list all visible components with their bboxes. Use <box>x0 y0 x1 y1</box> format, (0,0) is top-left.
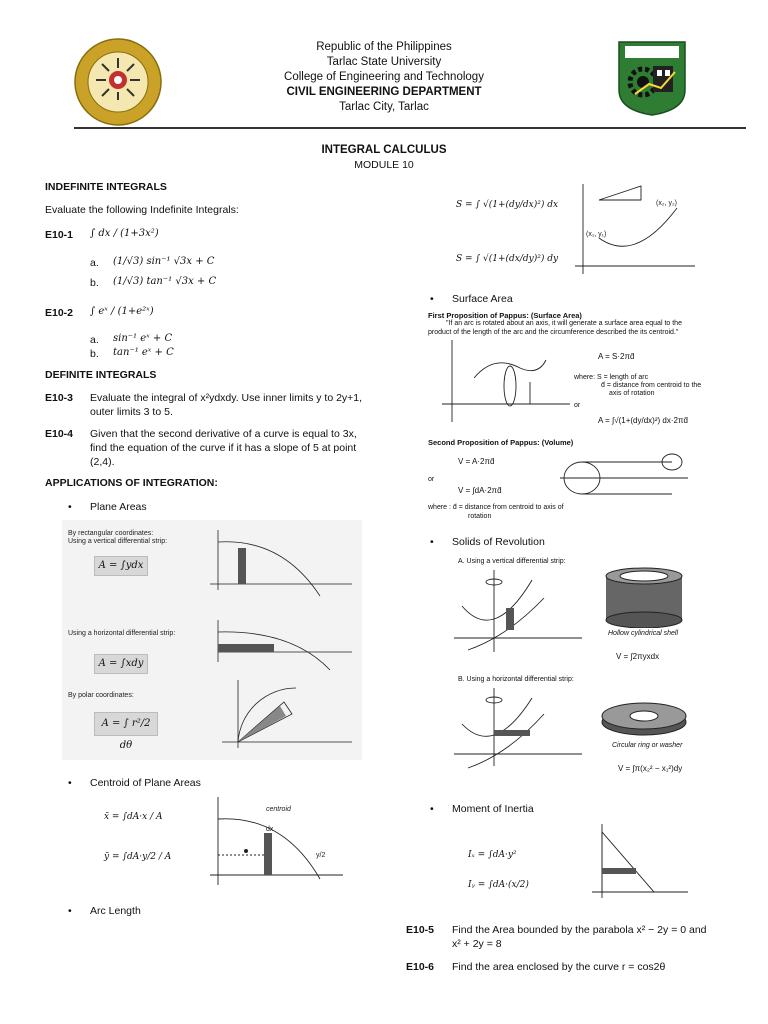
e10-6-text: Find the area enclosed by the curve r = cos2θ <box>452 961 666 973</box>
university-seal <box>74 38 162 126</box>
moment-formula-iy: Iᵧ = ∫dA·(x/2) <box>468 880 529 890</box>
plane-polar-caption: By polar coordinates: <box>68 692 134 699</box>
pappus-2-formula-2: V = ∫dA·2πd̄ <box>458 486 502 495</box>
bullet-arc-length: • Arc Length <box>90 904 141 918</box>
pappus-1-quote-2: product of the length of the arc and the circumference described the its centroid." <box>428 329 679 336</box>
indefinite-intro: Evaluate the following Indefinite Integrals: <box>45 204 239 216</box>
header-department: CIVIL ENGINEERING DEPARTMENT <box>286 86 482 98</box>
solids-caption-a: A. Using a vertical differential strip: <box>458 558 566 565</box>
pappus-1-where-1: where: S = length of arc <box>574 374 649 381</box>
e10-5-label: E10-5 <box>406 924 435 936</box>
plane-polar-formula: A = ∫ r²/2 dθ <box>94 712 158 736</box>
header-line-3: College of Engineering and Technology <box>284 71 484 83</box>
module-number: MODULE 10 <box>354 159 414 171</box>
plane-rect-formula: A = ∫ydx <box>94 556 148 576</box>
e10-3-label: E10-3 <box>45 392 74 404</box>
pappus-2-title: Second Proposition of Pappus: (Volume) <box>428 438 574 447</box>
centroid-y2-label: y/2 <box>316 852 326 859</box>
solids-formula-b: V = ∫π(x₂² − x₁²)dy <box>618 764 683 773</box>
arc-length-formula-2: S = ∫ √(1+(dx/dy)²) dy <box>456 254 559 264</box>
pappus-1-where-3: axis of rotation <box>609 390 655 397</box>
definite-heading: DEFINITE INTEGRALS <box>45 369 157 381</box>
e10-2-label: E10-2 <box>45 307 74 319</box>
e10-2-b-label: b. <box>90 348 99 360</box>
pappus-1-where-2: d̄ = distance from centroid to the <box>601 382 702 389</box>
bullet-surface-area: • Surface Area <box>452 292 513 306</box>
e10-4-text-1: Given that the second derivative of a curve is equal to 3x, <box>90 428 357 440</box>
e10-1-expression: ∫ dx / (1+3x²) <box>90 228 159 239</box>
plane-rect-caption-1: By rectangular coordinates: <box>68 530 154 537</box>
washer-figure <box>598 698 690 738</box>
pappus-1-formula: A = S·2πd̄ <box>598 352 635 361</box>
plane-rect-caption-2: Using a vertical differential strip: <box>68 538 168 545</box>
e10-2-a-label: a. <box>90 334 99 346</box>
header-location: Tarlac City, Tarlac <box>339 101 429 113</box>
hollow-shell-caption: Hollow cylindrical shell <box>608 630 679 637</box>
college-logo <box>617 40 687 116</box>
arc-point-2: (x₂, y₂) <box>656 200 677 207</box>
pappus-1-quote-1: "If an arc is rotated about an axis, it will generate a surface area equal to the <box>446 320 682 327</box>
centroid-ybar-formula: ȳ = ∫dA·y/2 / A <box>104 852 172 862</box>
hollow-shell-figure <box>598 566 690 628</box>
e10-6-label: E10-6 <box>406 961 435 973</box>
e10-2-a: sin⁻¹ eˣ + C <box>113 333 173 344</box>
header-rule <box>74 127 746 129</box>
pappus-1-or: or <box>574 402 581 409</box>
pappus-2-figure <box>560 448 690 508</box>
pappus-2-where-1: where : d̄ = distance from centroid to axis of <box>428 504 564 511</box>
centroid-dx-label: dx <box>266 826 274 833</box>
e10-4-label: E10-4 <box>45 428 74 440</box>
arc-length-figure <box>565 180 700 280</box>
e10-1-a: (1/√3) sin⁻¹ √3x + C <box>113 256 215 267</box>
pappus-1-figure <box>428 338 573 428</box>
pappus-2-formula: V = A·2πd̄ <box>458 457 495 466</box>
page-title: INTEGRAL CALCULUS <box>321 144 447 156</box>
header-line-1: Republic of the Philippines <box>316 41 452 53</box>
e10-2-expression: ∫ eˣ / (1+e²ˣ) <box>90 306 154 317</box>
e10-3-text-1: Evaluate the integral of x²ydxdy. Use inner limits y to 2y+1, <box>90 392 363 404</box>
e10-1-a-label: a. <box>90 257 99 269</box>
centroid-label: centroid <box>266 806 291 813</box>
solids-formula-a: V = ∫2πyxdx <box>616 652 660 661</box>
indefinite-heading: INDEFINITE INTEGRALS <box>45 181 167 193</box>
bullet-solids: • Solids of Revolution <box>452 535 545 549</box>
bullet-plane-areas: • Plane Areas <box>90 500 147 514</box>
applications-heading: APPLICATIONS OF INTEGRATION: <box>45 477 218 489</box>
bullet-moment-inertia: • Moment of Inertia <box>452 802 534 816</box>
plane-horiz-formula: A = ∫xdy <box>94 654 148 674</box>
e10-1-b-label: b. <box>90 277 99 289</box>
washer-caption: Circular ring or washer <box>612 742 683 749</box>
e10-1-label: E10-1 <box>45 229 74 241</box>
centroid-figure <box>98 795 348 895</box>
plane-horiz-caption: Using a horizontal differential strip: <box>68 630 176 637</box>
e10-1-b: (1/√3) tan⁻¹ √3x + C <box>113 276 217 287</box>
solids-horizontal-figure <box>448 684 588 770</box>
header-line-2: Tarlac State University <box>326 56 442 68</box>
e10-4-text-3: (2,4). <box>90 456 115 468</box>
e10-5-text-2: x² + 2y = 8 <box>452 938 502 950</box>
arc-point-1: (x₁, y₁) <box>586 231 607 238</box>
pappus-1-title: First Proposition of Pappus: (Surface Area) <box>428 311 582 320</box>
e10-3-text-2: outer limits 3 to 5. <box>90 406 173 418</box>
e10-4-text-2: find the equation of the curve if it has a slope of 5 at point <box>90 442 357 454</box>
solids-vertical-figure <box>448 566 588 656</box>
centroid-xbar-formula: x̄ = ∫dA·x / A <box>104 812 163 822</box>
e10-5-text-1: Find the Area bounded by the parabola x² − 2y = 0 and <box>452 924 707 936</box>
solids-caption-b: B. Using a horizontal differential strip: <box>458 676 574 683</box>
moment-formula-ix: Iₓ = ∫dA·y² <box>468 850 517 860</box>
moment-inertia-figure <box>572 822 690 900</box>
arc-length-formula-1: S = ∫ √(1+(dy/dx)²) dx <box>456 200 559 210</box>
pappus-1-formula-2: A = ∫√(1+(dy/dx)²) dx·2πd̄ <box>598 416 688 425</box>
e10-2-b: tan⁻¹ eˣ + C <box>113 347 174 358</box>
pappus-2-where-2: rotation <box>468 513 492 520</box>
bullet-centroid: • Centroid of Plane Areas <box>90 776 201 790</box>
pappus-2-or: or <box>428 476 435 483</box>
